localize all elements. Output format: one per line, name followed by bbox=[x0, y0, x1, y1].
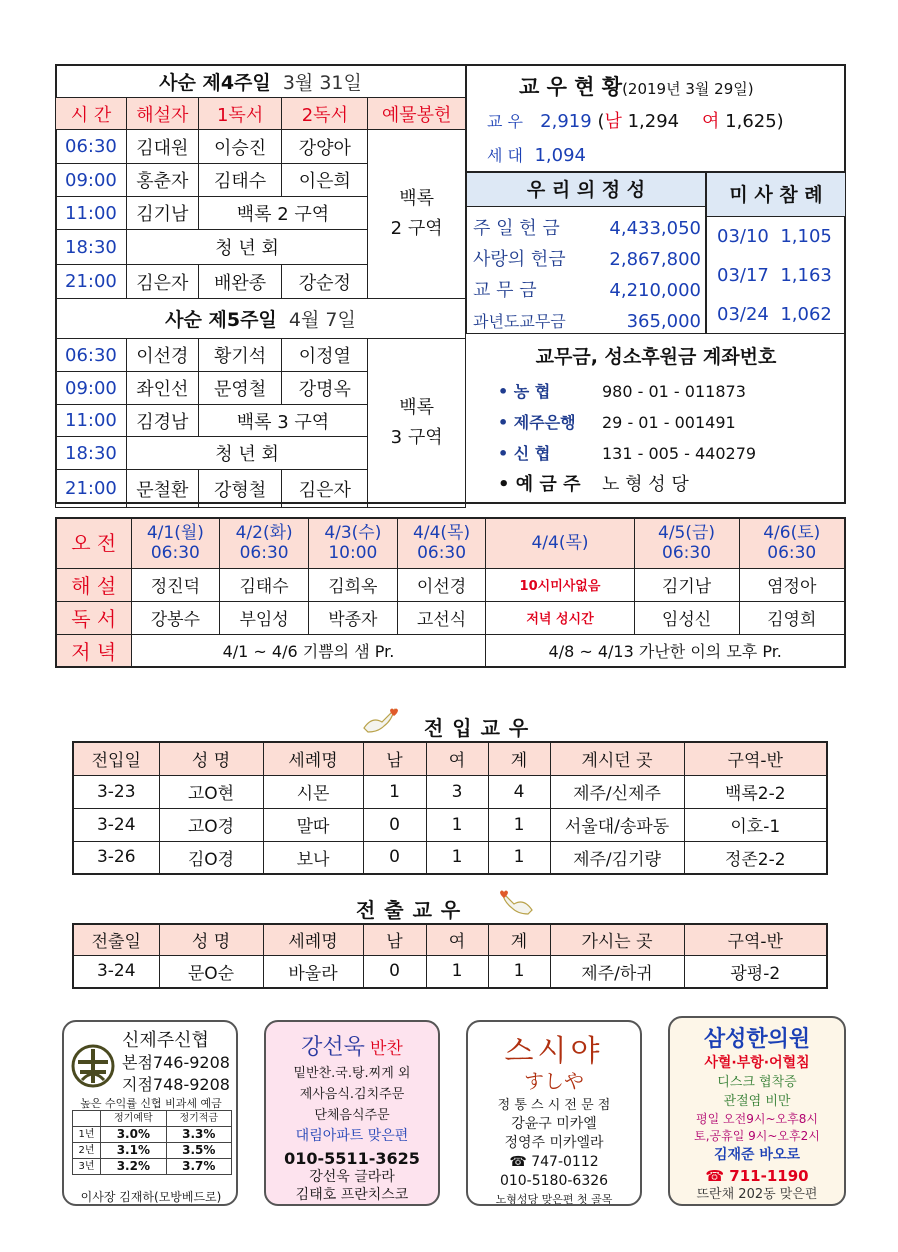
header-cell: 전입일 bbox=[73, 742, 159, 775]
ad4-line1: 사혈·부항·어혈침 bbox=[704, 1055, 810, 1071]
cell: 이호-1 bbox=[684, 808, 827, 841]
female-label: 여 bbox=[702, 111, 720, 132]
cell: 3 bbox=[426, 775, 488, 808]
day-date: 4/3(수) bbox=[324, 523, 382, 544]
time-cell: 06:30 bbox=[56, 130, 127, 164]
mass-count: 1,105 bbox=[780, 226, 832, 247]
transfer-out-table bbox=[72, 923, 828, 989]
name-cell: 강명옥 bbox=[282, 372, 368, 405]
week5-date: 4월 7일 bbox=[288, 309, 356, 331]
commentator-cell: 이선경 bbox=[397, 568, 486, 601]
col-commentator: 해설자 bbox=[126, 98, 198, 130]
day-date: 4/6(토) bbox=[763, 523, 821, 544]
cell: 1 bbox=[426, 808, 488, 841]
day-time: 06:30 bbox=[239, 543, 289, 564]
rate-term: 3년 bbox=[73, 1159, 101, 1175]
cell: 바울라 bbox=[263, 955, 363, 988]
cell: 시몬 bbox=[263, 775, 363, 808]
name-cell: 배완종 bbox=[198, 265, 282, 299]
name-cell: 김은자 bbox=[126, 265, 198, 299]
cell: 1 bbox=[426, 955, 488, 988]
cell: 백록2-2 bbox=[684, 775, 827, 808]
ad4-footer: 뜨란채 202동 맞은편 bbox=[696, 1187, 818, 1202]
table-row bbox=[73, 808, 827, 841]
mass-count: 1,062 bbox=[780, 304, 832, 325]
cell: 김O경 bbox=[159, 841, 263, 874]
cell: 서울대/송파동 bbox=[550, 808, 684, 841]
evening-group-1: 4/1 ~ 4/6 기쁨의 샘 Pr. bbox=[131, 634, 486, 667]
reader-cell: 박종자 bbox=[308, 601, 397, 634]
ad4-name: 삼성한의원 bbox=[703, 1027, 811, 1052]
offering-label: 사랑의 헌금 bbox=[473, 249, 566, 270]
name-cell: 홍춘자 bbox=[126, 164, 198, 197]
day-time: 06:30 bbox=[150, 543, 200, 564]
bank-name: 농 협 bbox=[513, 382, 551, 401]
day-date: 4/4(목) bbox=[413, 523, 471, 544]
offering-label: 교 무 금 bbox=[473, 280, 537, 301]
ad3-japanese: すしや bbox=[524, 1069, 584, 1093]
offering-box bbox=[466, 172, 706, 334]
cell: 보나 bbox=[263, 841, 363, 874]
name-cell: 김대원 bbox=[126, 130, 198, 164]
rate-value: 3.7% bbox=[166, 1159, 231, 1175]
day-date: 4/1(월) bbox=[146, 523, 204, 544]
day-time: 06:30 bbox=[662, 543, 712, 564]
rate-header: 정기예탁 bbox=[101, 1111, 166, 1127]
header-cell: 계 bbox=[488, 924, 550, 955]
header-cell: 세례명 bbox=[263, 742, 363, 775]
header-cell: 계시던 곳 bbox=[550, 742, 684, 775]
weekday-schedule bbox=[55, 517, 846, 668]
transfer-in-title: 전 입 교 우 bbox=[424, 716, 530, 740]
evening-group-2: 4/8 ~ 4/13 가난한 이의 모후 Pr. bbox=[486, 634, 845, 667]
ad3-line1: 정 통 스 시 전 문 점 bbox=[497, 1098, 611, 1113]
header-cell: 세례명 bbox=[263, 924, 363, 955]
cell: 1 bbox=[488, 841, 550, 874]
header-cell: 여 bbox=[426, 742, 488, 775]
transfer-in-table bbox=[72, 741, 828, 875]
header-cell: 성 명 bbox=[159, 742, 263, 775]
ad3-phone: 010-5180-6326 bbox=[499, 1173, 609, 1189]
header-cell: 전출일 bbox=[73, 924, 159, 955]
ad-clinic bbox=[668, 1016, 846, 1206]
paren: ( bbox=[597, 111, 605, 132]
ad2-phone: 010-5511-3625 bbox=[284, 1149, 420, 1168]
name-cell: 강순정 bbox=[282, 265, 368, 299]
name-cell: 이은희 bbox=[282, 164, 368, 197]
credit-union-logo-icon bbox=[70, 1044, 116, 1088]
reader-cell: 임성신 bbox=[634, 601, 739, 634]
time-cell: 11:00 bbox=[56, 197, 127, 230]
header-cell: 가시는 곳 bbox=[550, 924, 684, 955]
cell: 0 bbox=[363, 808, 426, 841]
ad-credit-union bbox=[62, 1020, 238, 1206]
paren: ) bbox=[776, 111, 784, 132]
cell: 3-26 bbox=[73, 841, 159, 874]
day-date: 4/5(금) bbox=[658, 523, 716, 544]
ad1-footer: 이사장 김재하(모방베드로) bbox=[80, 1190, 222, 1204]
status-date: (2019년 3월 29일) bbox=[622, 80, 754, 98]
rate-value: 3.0% bbox=[101, 1127, 166, 1143]
name-cell: 이선경 bbox=[126, 339, 198, 372]
cell: 4 bbox=[488, 775, 550, 808]
account-number: 980 - 01 - 011873 bbox=[602, 382, 746, 401]
dove-icon bbox=[496, 888, 536, 920]
members-count: 2,919 bbox=[540, 111, 592, 132]
col-reading1: 1독서 bbox=[198, 98, 282, 130]
row-label-evening: 저 녁 bbox=[56, 634, 131, 667]
cell: 고O현 bbox=[159, 775, 263, 808]
week5-offering: 백록 3 구역 bbox=[368, 339, 466, 508]
header-cell: 남 bbox=[363, 742, 426, 775]
header-cell: 여 bbox=[426, 924, 488, 955]
accounts-title: 교무금, 성소후원금 계좌번호 bbox=[535, 346, 777, 368]
cell: 0 bbox=[363, 841, 426, 874]
rate-header: 정기적금 bbox=[166, 1111, 231, 1127]
reader-cell: 고선식 bbox=[397, 601, 486, 634]
ad1-rate-table bbox=[72, 1110, 232, 1175]
transfer-out-title: 전 출 교 우 bbox=[356, 898, 462, 922]
name-cell: 이승진 bbox=[198, 130, 282, 164]
header-cell: 구역-반 bbox=[684, 742, 827, 775]
transfer-out-heading bbox=[350, 888, 550, 922]
time-cell: 06:30 bbox=[56, 339, 127, 372]
day-date: 4/4(목) bbox=[531, 533, 589, 554]
time-cell: 09:00 bbox=[56, 372, 127, 405]
commentator-cell: 김희옥 bbox=[308, 568, 397, 601]
offering-title: 우 리 의 정 성 bbox=[467, 173, 705, 207]
ad3-footer: 노형성당 맞은편 첫 골목 bbox=[495, 1193, 613, 1206]
female-count: 1,625 bbox=[725, 111, 777, 132]
cell: 제주/신제주 bbox=[550, 775, 684, 808]
ad3-name: 스시야 bbox=[504, 1034, 604, 1069]
offering-value: 4,210,000 bbox=[609, 280, 701, 301]
male-label: 남 bbox=[604, 111, 622, 132]
ad2-line4: 대림아파트 맞은편 bbox=[295, 1128, 409, 1144]
commentator-cell: 김기남 bbox=[634, 568, 739, 601]
account-number: 131 - 005 - 440279 bbox=[602, 444, 757, 463]
rate-term: 1년 bbox=[73, 1127, 101, 1143]
ad2-person1: 강선욱 글라라 bbox=[309, 1169, 395, 1185]
col-reading2: 2독서 bbox=[282, 98, 368, 130]
rate-value: 3.3% bbox=[166, 1127, 231, 1143]
day-time: 10:00 bbox=[328, 543, 378, 564]
member-status bbox=[466, 64, 846, 172]
time-cell: 21:00 bbox=[56, 470, 127, 508]
ad-sushi bbox=[466, 1020, 642, 1206]
commentator-cell: 정진덕 bbox=[131, 568, 220, 601]
table-row bbox=[73, 775, 827, 808]
ad2-line3: 단체음식주문 bbox=[314, 1108, 390, 1123]
no-mass-note: 10시미사없음 bbox=[486, 568, 634, 601]
time-cell: 21:00 bbox=[56, 265, 127, 299]
day-time: 06:30 bbox=[767, 543, 817, 564]
group-cell: 청 년 회 bbox=[126, 230, 367, 265]
household-label: 세 대 bbox=[487, 146, 523, 165]
name-cell: 김경남 bbox=[126, 405, 198, 437]
commentator-cell: 염정아 bbox=[739, 568, 845, 601]
account-holder: 노 형 성 당 bbox=[602, 474, 689, 495]
col-offering: 예물봉헌 bbox=[368, 98, 466, 130]
mass-date: 03/17 bbox=[717, 265, 769, 286]
cell: 3-23 bbox=[73, 775, 159, 808]
time-cell: 09:00 bbox=[56, 164, 127, 197]
cell: 3-24 bbox=[73, 955, 159, 988]
row-label-morning: 오 전 bbox=[56, 518, 131, 568]
row-label-commentator: 해 설 bbox=[56, 568, 131, 601]
commentator-cell: 김태수 bbox=[220, 568, 309, 601]
reader-cell: 강봉수 bbox=[131, 601, 220, 634]
ad4-line6: 김재준 바오로 bbox=[713, 1147, 801, 1163]
cell: 문O순 bbox=[159, 955, 263, 988]
ad1-name: 신제주신협 bbox=[122, 1030, 209, 1051]
name-cell: 강형철 bbox=[198, 470, 282, 508]
offering-label: 주 일 헌 금 bbox=[473, 218, 560, 239]
account-number: 29 - 01 - 001491 bbox=[602, 413, 736, 432]
day-date: 4/2(화) bbox=[235, 523, 293, 544]
cell: 광평-2 bbox=[684, 955, 827, 988]
ad-side-dish bbox=[264, 1020, 440, 1206]
header-cell: 구역-반 bbox=[684, 924, 827, 955]
ad3-person1: 강윤구 미카엘 bbox=[511, 1116, 597, 1132]
mass-date: 03/24 bbox=[717, 304, 769, 325]
name-cell: 문철환 bbox=[126, 470, 198, 508]
ad1-line2: 지점748-9208 bbox=[122, 1075, 230, 1094]
col-time: 시 간 bbox=[56, 98, 127, 130]
offering-label: 과년도교무금 bbox=[473, 312, 566, 331]
ad3-person2: 정영주 미카엘라 bbox=[504, 1135, 604, 1151]
group-cell: 백록 2 구역 bbox=[198, 197, 368, 230]
offering-value: 365,000 bbox=[626, 311, 701, 332]
ad3-tel: ☎ 747-0112 bbox=[509, 1154, 599, 1170]
rate-value: 3.5% bbox=[166, 1143, 231, 1159]
time-cell: 18:30 bbox=[56, 230, 127, 265]
reader-cell: 김영희 bbox=[739, 601, 845, 634]
day-time: 06:30 bbox=[417, 543, 467, 564]
week4-date: 3월 31일 bbox=[282, 71, 362, 94]
row-label-reader: 독 서 bbox=[56, 601, 131, 634]
header-cell: 남 bbox=[363, 924, 426, 955]
holy-hour-note: 저녁 성시간 bbox=[486, 601, 634, 634]
cell: 3-24 bbox=[73, 808, 159, 841]
account-holder-label: 예 금 주 bbox=[515, 474, 581, 495]
name-cell: 이정열 bbox=[282, 339, 368, 372]
cell: 제주/김기량 bbox=[550, 841, 684, 874]
week4-offering: 백록 2 구역 bbox=[368, 130, 466, 299]
reader-cell: 부임성 bbox=[220, 601, 309, 634]
ad2-name: 강선욱 bbox=[301, 1035, 365, 1060]
ad2-line1: 밑반찬.국.탕.찌게 외 bbox=[293, 1066, 411, 1081]
time-cell: 11:00 bbox=[56, 405, 127, 437]
rate-term: 2년 bbox=[73, 1143, 101, 1159]
rate-value: 3.1% bbox=[101, 1143, 166, 1159]
ad1-line1: 본점746-9208 bbox=[122, 1053, 230, 1072]
mass-date: 03/10 bbox=[717, 226, 769, 247]
mass-title: 미 사 참 례 bbox=[707, 173, 845, 217]
name-cell: 문영철 bbox=[198, 372, 282, 405]
cell: 1 bbox=[488, 808, 550, 841]
cell: 말따 bbox=[263, 808, 363, 841]
transfer-in-heading bbox=[360, 706, 580, 740]
male-count: 1,294 bbox=[627, 111, 680, 132]
group-cell: 백록 3 구역 bbox=[198, 405, 368, 437]
offering-value: 2,867,800 bbox=[609, 249, 701, 270]
rate-value: 3.2% bbox=[101, 1159, 166, 1175]
time-cell: 18:30 bbox=[56, 437, 127, 470]
cell: 정존2-2 bbox=[684, 841, 827, 874]
cell: 1 bbox=[363, 775, 426, 808]
cell: 고O경 bbox=[159, 808, 263, 841]
bank-name: 신 협 bbox=[513, 444, 551, 463]
ad2-line2: 제사음식.김치주문 bbox=[299, 1087, 405, 1102]
name-cell: 김기남 bbox=[126, 197, 198, 230]
cell: 제주/하귀 bbox=[550, 955, 684, 988]
ad4-line4: 평일 오전9시~오후8시 bbox=[696, 1112, 818, 1126]
dove-icon bbox=[360, 706, 400, 738]
table-row bbox=[73, 841, 827, 874]
header-cell: 성 명 bbox=[159, 924, 263, 955]
week5-title: 사순 제5주일 bbox=[165, 309, 277, 331]
status-title: 교 우 현 황 bbox=[519, 75, 623, 99]
ad4-line2: 디스크 협착증 bbox=[717, 1075, 797, 1090]
name-cell: 김태수 bbox=[198, 164, 282, 197]
cell: 1 bbox=[488, 955, 550, 988]
ad4-tel: ☎ 711-1190 bbox=[705, 1167, 809, 1185]
ad1-line3: 높은 수익률 신협 비과세 예금 bbox=[80, 1097, 222, 1110]
name-cell: 좌인선 bbox=[126, 372, 198, 405]
ad4-line3: 관절염 비만 bbox=[723, 1094, 791, 1109]
household-count: 1,094 bbox=[534, 145, 586, 166]
group-cell: 청 년 회 bbox=[126, 437, 367, 470]
name-cell: 강양아 bbox=[282, 130, 368, 164]
header-cell: 계 bbox=[488, 742, 550, 775]
bank-accounts: 교무금, 성소후원금 계좌번호 • 농 협 980 - 01 - 011873 • 제주은행 29 - 01 - 001491 • 신 협 131 - 005 - 440279 • 예 금 주 노 형 성 당 bbox=[466, 334, 846, 504]
name-cell: 황기석 bbox=[198, 339, 282, 372]
ad4-line5: 토,공휴일 9시~오후2시 bbox=[694, 1129, 820, 1143]
cell: 1 bbox=[426, 841, 488, 874]
name-cell: 김은자 bbox=[282, 470, 368, 508]
cell: 0 bbox=[363, 955, 426, 988]
sunday-schedule bbox=[55, 64, 466, 508]
ad2-person2: 김태호 프란치스코 bbox=[295, 1187, 409, 1203]
table-row bbox=[73, 955, 827, 988]
offering-value: 4,433,050 bbox=[609, 218, 701, 239]
ad2-tag: 반찬 bbox=[370, 1039, 403, 1059]
week4-title: 사순 제4주일 bbox=[159, 71, 271, 94]
bank-name: 제주은행 bbox=[513, 413, 576, 432]
mass-count: 1,163 bbox=[780, 265, 832, 286]
mass-attendance bbox=[706, 172, 846, 334]
members-label: 교 우 bbox=[487, 112, 523, 131]
